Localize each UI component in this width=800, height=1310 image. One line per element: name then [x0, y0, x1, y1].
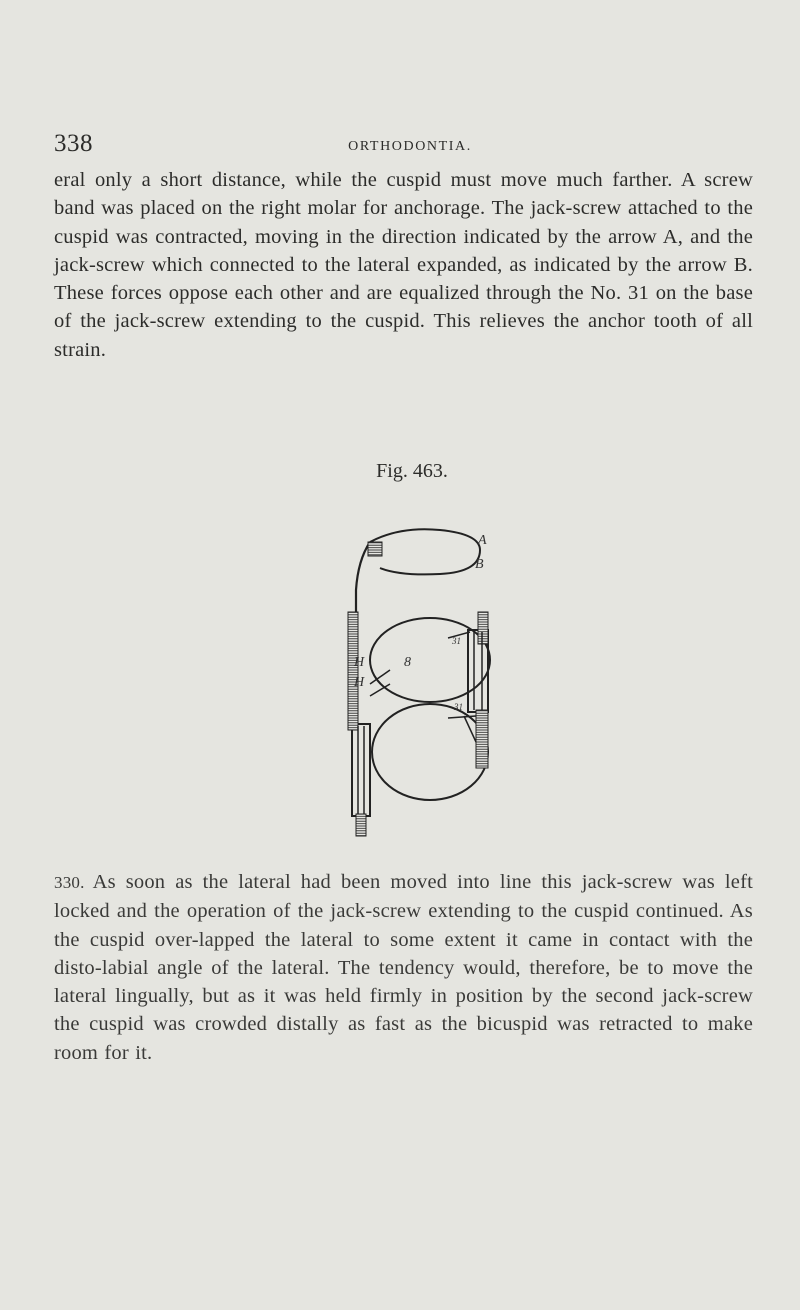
paragraph-1: eral only a short distance, while the cuspid must move much farther. A screw band was placed on the right molar for anchorage. The jack-screw attached to the cuspid was contracted, moving in the direction indicated by the arrow A, and the jack-screw which connected to the lateral expanded, as indicated by the arrow B. These forces oppose each other and are equalized through the No. 31 on the base of the jack-screw extending to the cuspid. This relieves the anchor tooth of all strain. — [54, 169, 753, 361]
top-band — [370, 529, 480, 574]
right-screw-top — [478, 612, 488, 644]
label-eight: 8 — [404, 655, 411, 670]
cuspid-tooth — [372, 704, 488, 800]
label-31-top: 31 — [452, 636, 461, 646]
label-b: B — [475, 557, 484, 572]
top-screw-head — [368, 542, 382, 556]
label-h2: H — [354, 675, 365, 690]
label-31-bottom: 31 — [454, 702, 463, 712]
paragraph-number: 330. — [54, 873, 85, 892]
figure-463 — [330, 520, 510, 840]
paragraph-330-text: As soon as the lateral had been moved into line this jack-screw was left locked and the operation of the jack-screw extending to the cuspid continued. As the cuspid over-lapped the lateral to some extent it came in contact with the disto-labial angle of the lateral. The tendency would, therefore, be to move the lateral lingually, but as it was held firmly in position by the second jack-screw the cuspid was crowded distally as fast as the bicuspid was retracted to make room for it. — [54, 871, 753, 1064]
figure-caption: Fig. 463. — [376, 460, 448, 482]
page-number: 338 — [54, 130, 93, 157]
right-screw — [476, 710, 488, 768]
left-screw — [348, 612, 358, 730]
jack-screw-diagram — [330, 520, 510, 840]
left-screw-bottom — [356, 814, 366, 836]
label-h1: H — [354, 655, 365, 670]
paragraph-330 — [54, 868, 753, 1067]
running-head: ORTHODONTIA. — [348, 139, 472, 154]
label-a: A — [478, 533, 487, 548]
left-tube — [352, 724, 370, 816]
